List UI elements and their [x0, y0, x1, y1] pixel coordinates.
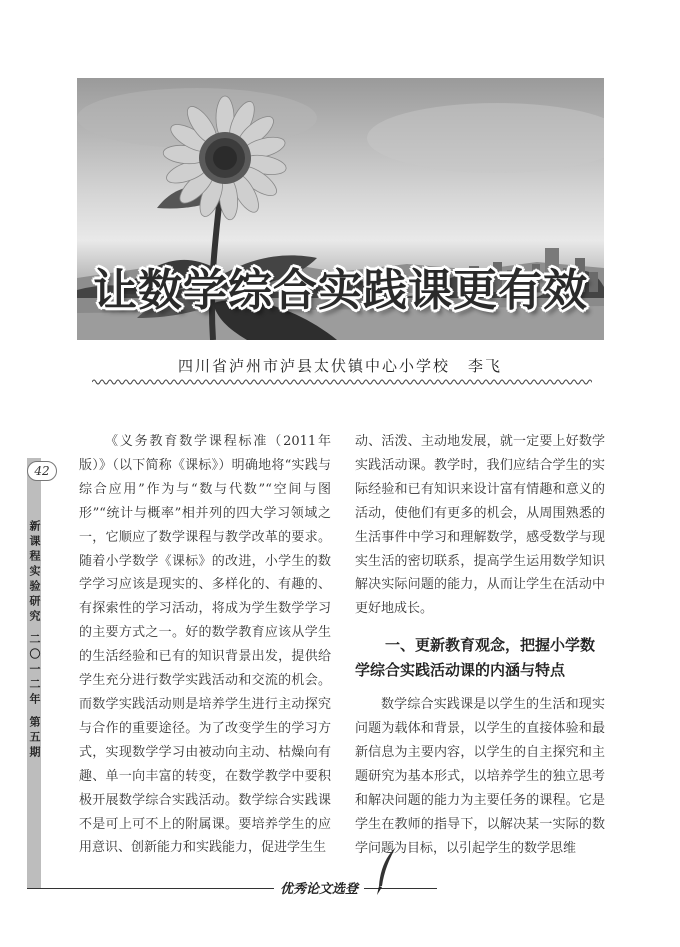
article-title: 让数学综合实践课更有效 [93, 265, 588, 316]
author-affiliation: 四川省泸州市泸县太伏镇中心小学校 [177, 357, 450, 375]
section-heading-line1: 一、更新教育观念，把握小学数 [385, 636, 596, 655]
right-column [355, 430, 605, 861]
journal-name-vertical: 新课程实验研究 二〇一二年 第五期 [28, 520, 41, 761]
section-heading [355, 633, 605, 683]
author-line [0, 355, 680, 376]
paragraph: 数学综合实践课是以学生的生活和现实问题为载体和背景，以学生的直接体验和最新信息为主要内容，以学生的自主探究和主题研究为基本形式，以培养学生的独立思考和解决问题的能力为主要任务的课程。它是学生在教师的指导下，以解决某一实际的数学问题为目标，以引起学生的数学思维 [355, 697, 605, 856]
paragraph: 《义务教育数学课程标准（2011年版）》（以下简称《课标》）明确地将“实践与综合应用”作为与“数与代数”“空间与图形”“统计与概率”相并列的四大学习领域之一，它顺应了数学课程与教学改革的要求。随着小学数学《课标》的改进，小学生的数学学习应该是现实的、多样化的、有趣的、有探索性的学习活动，将成为学生数学学习的主要方式之一。好的数学教育应该从学生的生活经验和已有的知识背景出发，提供给学生充分进行数学实践活动和交流的机会。而数学实践活动则是培养学生进行主动探究与合作的重要途径。为了改变学生的学习方式，实现数学学习由被动向主动、枯燥向有趣、单一向丰富的转变，在数学教学中要积极开展数学综合实践活动。数学综合实践课不是可上可不上的附属课。要培养学生的应用意识、创新能力和实践能力，促进学生生 [79, 434, 331, 856]
quill-pen-icon [376, 846, 398, 896]
left-column [79, 430, 331, 860]
paragraph-continuation: 动、活泼、主动地发展，就一定要上好数学实践活动课。教学时，我们应结合学生的实际经验和已有知识来设计富有情趣和意义的活动，使他们有更多的机会，从周围熟悉的生活事件中学习和理解数学，感受数学与现实生活的密切联系，提高学生运用数学知识解决实际问题的能力，从而让学生在活动中更好地成长。 [355, 434, 605, 617]
section-label: 优秀论文选登 [274, 878, 364, 897]
author-name: 李飞 [468, 357, 503, 375]
wavy-divider [92, 377, 592, 387]
header-banner [77, 78, 604, 340]
section-heading-line2: 学综合实践活动课的内涵与特点 [355, 661, 566, 680]
page-number: 42 [27, 461, 57, 481]
